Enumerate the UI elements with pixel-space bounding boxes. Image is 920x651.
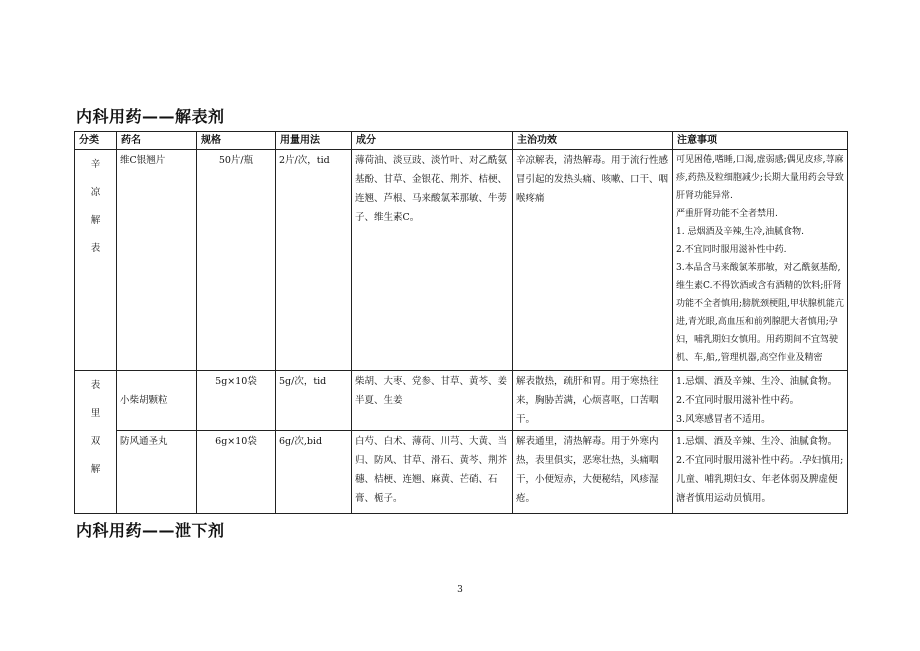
table-header-row xyxy=(75,132,848,150)
note-line: 可见困倦,嗜睡,口渴,虚弱感;偶见皮疹,荨麻疹,药热及粒细胞减少;长期大量用药会导致肝肾功能异常. xyxy=(676,155,844,201)
note-line: 1. 忌烟酒及辛辣,生冷,油腻食物. xyxy=(676,227,805,237)
ingredients-cell: 白芍、白术、薄荷、川芎、大黄、当归、防风、甘草、滑石、黄芩、荆芥穗、桔梗、连翘、麻黄、芒硝、石膏、栀子。 xyxy=(352,431,513,514)
section-title-jiebiao: 内科用药——解表剂 xyxy=(76,107,225,126)
drug-name-cell: 小柴胡颗粒 xyxy=(117,371,197,431)
header-ingredients: 成分 xyxy=(352,132,513,150)
page-number: 3 xyxy=(457,585,463,595)
header-notes: 注意事项 xyxy=(673,132,848,150)
spec-cell: 50片/瓶 xyxy=(197,150,276,371)
table-row xyxy=(75,371,848,431)
category-label: 辛凉解表 xyxy=(90,159,101,254)
spec-cell: 5g×10袋 xyxy=(197,371,276,431)
category-cell xyxy=(75,150,117,371)
category-cell xyxy=(75,371,117,514)
usage-cell: 2片/次，tid xyxy=(276,150,352,371)
spec-cell: 6g×10袋 xyxy=(197,431,276,514)
header-indications: 主治功效 xyxy=(513,132,673,150)
indications-cell: 辛凉解表，清热解毒。用于流行性感冒引起的发热头痛、咳嗽、口干、咽喉疼痛 xyxy=(513,150,673,371)
note-line: 3.本品含马来酸氯苯那敏，对乙酰氨基酚,维生素C.不得饮酒或含有酒精的饮料;肝肾功能不全者慎用;膀胱颈梗阻,甲状腺机能亢进,青光眼,高血压和前列腺肥大者慎用;孕妇，哺乳期妇女慎用。用药期间不宜驾驶机、车,船,,管理机器,高空作业及精密 xyxy=(676,263,844,363)
indications-cell: 解表通里，清热解毒。用于外寒内热，表里俱实，恶寒壮热，头痛咽干，小便短赤，大便秘结，风疹湿疮。 xyxy=(513,431,673,514)
note-line: 1.忌烟、酒及辛辣、生冷、油腻食物。2.不宜同时服用滋补性中药。 xyxy=(676,376,838,406)
notes-cell xyxy=(673,150,848,371)
note-line: 2.不宜同时服用滋补性中药. xyxy=(676,245,787,255)
header-drug-name: 药名 xyxy=(117,132,197,150)
table-row xyxy=(75,431,848,514)
ingredients-cell: 柴胡、大枣、党参、甘草、黄芩、姜半夏、生姜 xyxy=(352,371,513,431)
drug-name-cell: 维C银翘片 xyxy=(117,150,197,371)
category-label: 表里双解 xyxy=(90,380,101,475)
table-row xyxy=(75,150,848,371)
notes-cell xyxy=(673,371,848,431)
header-spec: 规格 xyxy=(197,132,276,150)
note-line: 3.风寒感冒者不适用。 xyxy=(676,414,771,425)
drug-table xyxy=(74,131,853,514)
indications-cell: 解表散热，疏肝和胃。用于寒热往来，胸胁苦满，心烦喜呕，口苦咽干。 xyxy=(513,371,673,431)
ingredients-cell: 薄荷油、淡豆豉、淡竹叶、对乙酰氨基酚、甘草、金银花、荆芥、桔梗、连翘、芦根、马来酸氯苯那敏、牛蒡子、维生素C。 xyxy=(352,150,513,371)
section-title-xiexia: 内科用药——泄下剂 xyxy=(76,521,225,540)
usage-cell: 5g/次，tid xyxy=(276,371,352,431)
header-category: 分类 xyxy=(75,132,117,150)
notes-cell: 1.忌烟、酒及辛辣、生冷、油腻食物。2.不宜同时服用滋补性中药。.孕妇慎用; 儿童、哺乳期妇女、年老体弱及脾虚便溏者慎用运动员慎用。 xyxy=(673,431,848,514)
drug-name-cell: 防风通圣丸 xyxy=(117,431,197,514)
header-usage: 用量用法 xyxy=(276,132,352,150)
usage-cell: 6g/次,bid xyxy=(276,431,352,514)
note-line: 严重肝肾功能不全者禁用. xyxy=(676,209,778,219)
